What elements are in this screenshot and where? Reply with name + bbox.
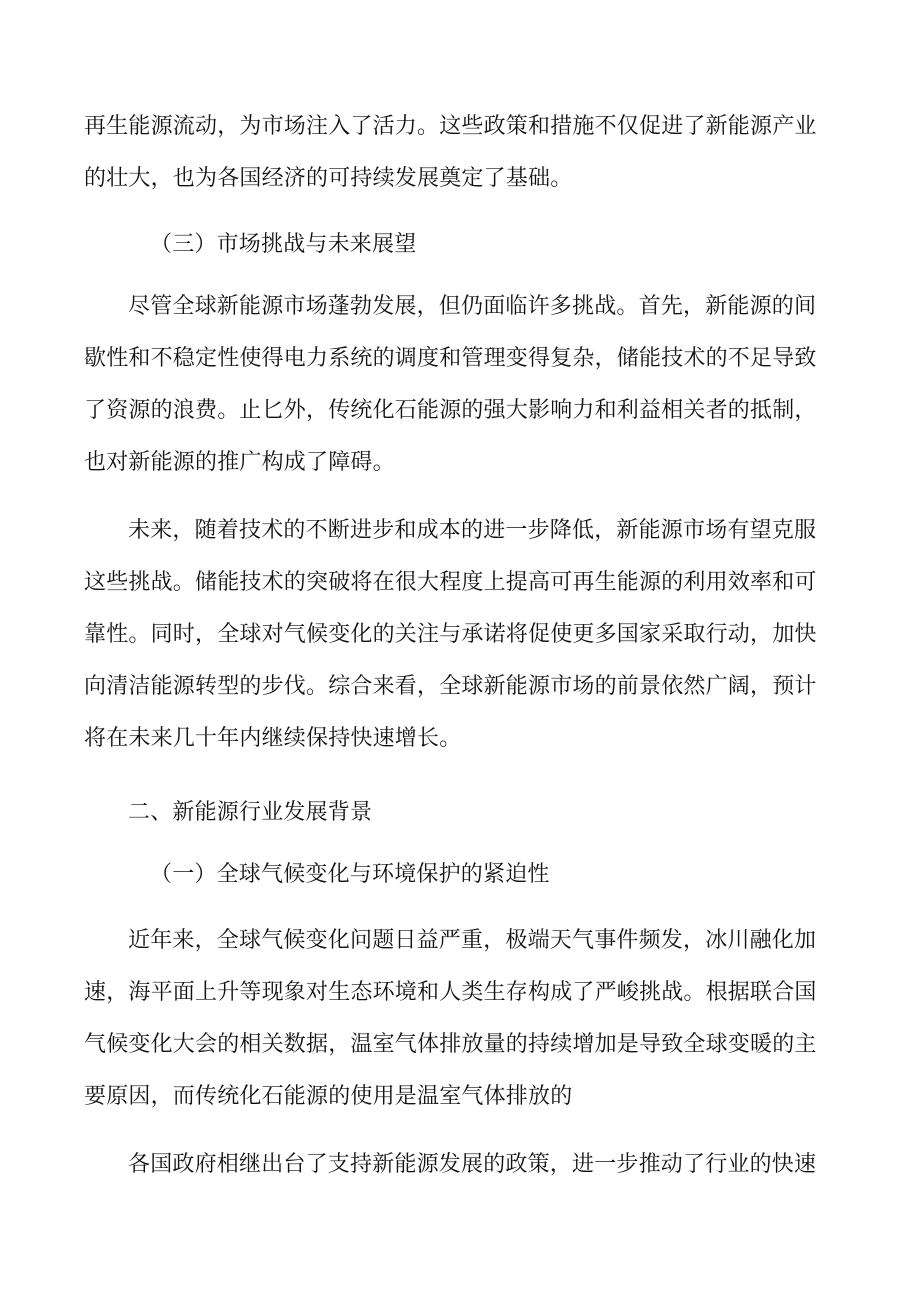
future-line-2: 这些挑战。储能技术的突破将在很大程度上提高可再生能源的利用效率和可 [84,570,817,595]
future-line-1: 未来，随着技术的不断进步和成本的进一步降低，新能源市场有望克服 [128,518,817,543]
continuation-line-1: 再生能源流动，为市场注入了活力。这些政策和措施不仅促进了新能源产业 [84,114,817,139]
climate-line-4: 要原因，而传统化石能源的使用是温室气体排放的 [84,1084,573,1109]
continuation-line-2: 的壮大，也为各国经济的可持续发展奠定了基础。 [84,166,573,191]
future-line-5: 将在未来几十年内继续保持快速增长。 [84,726,462,751]
challenges-line-1: 尽管全球新能源市场蓬勃发展，但仍面临许多挑战。首先，新能源的间 [128,294,817,319]
challenges-line-3: 了资源的浪费。止匕外，传统化石能源的强大影响力和利益相关者的抵制， [84,398,817,423]
section-1-heading: （一）全球气候变化与环境保护的紧迫性 [150,862,550,887]
section-3-heading: （三）市场挑战与未来展望 [150,232,417,257]
climate-line-1: 近年来，全球气候变化问题日益严重，极端天气事件频发，冰川融化加 [128,928,817,953]
climate-line-3: 气候变化大会的相关数据，温室气体排放量的持续增加是导致全球变暖的主 [84,1032,817,1057]
challenges-line-4: 也对新能源的推广构成了障碍。 [84,450,395,475]
climate-line-2: 速，海平面上升等现象对生态环境和人类生存构成了严峻挑战。根据联合国 [84,980,817,1005]
policy-line-1: 各国政府相继出台了支持新能源发展的政策，进一步推动了行业的快速 [128,1152,817,1177]
challenges-line-2: 歇性和不稳定性使得电力系统的调度和管理变得复杂，储能技术的不足导致 [84,346,817,371]
chapter-2-heading: 二、新能源行业发展背景 [128,800,373,825]
future-line-4: 向清洁能源转型的步伐。综合来看，全球新能源市场的前景依然广阔，预计 [84,674,817,699]
future-line-3: 靠性。同时，全球对气候变化的关注与承诺将促使更多国家采取行动，加快 [84,622,817,647]
